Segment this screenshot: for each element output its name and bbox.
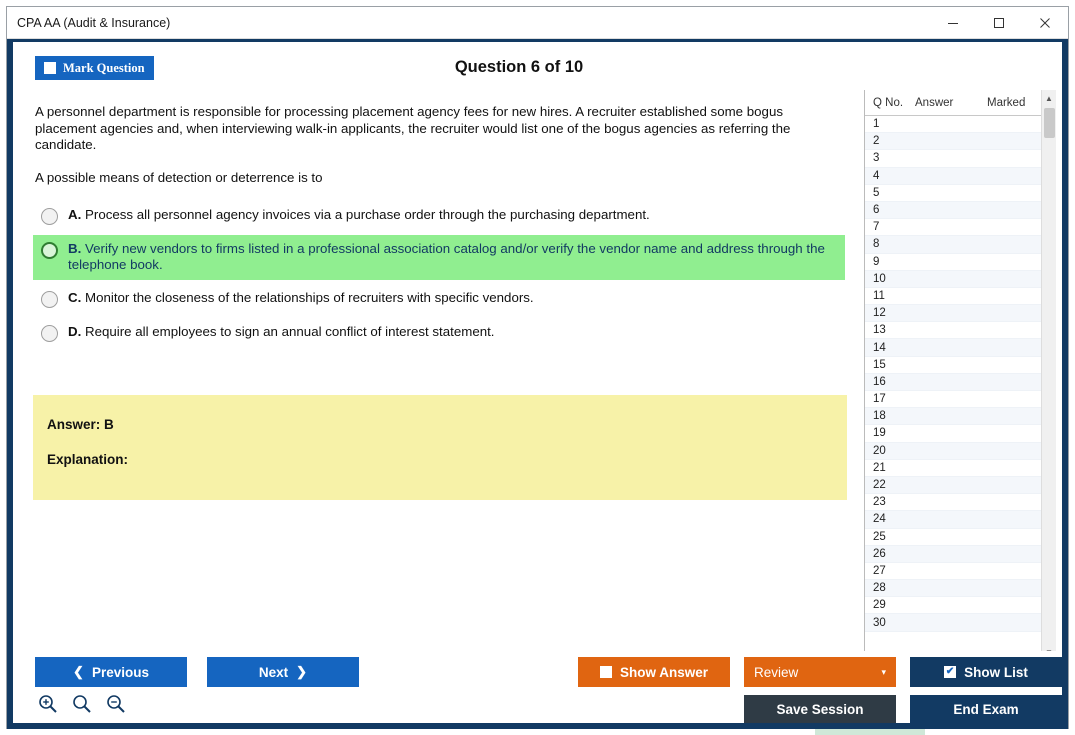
table-row[interactable] [865,219,1056,236]
page-title: Question 6 of 10 [454,58,584,76]
choice-option-a[interactable] [33,201,845,231]
exam-header [19,42,1058,92]
question-stem: A personnel department is responsible for processing placement agency fees for new hires. A recruiter established some bogus placement agencies and, when interviewing walk-in applicants, the recruiter would list one of the bogus agencies as referring the candidate. [35,104,791,152]
table-row[interactable] [865,546,1056,563]
next-label: Next [258,664,289,680]
exam-window [6,6,1069,729]
zoom-in-icon[interactable] [37,693,59,715]
table-row[interactable] [865,614,1056,631]
next-button[interactable] [207,657,359,687]
zoom-controls [37,693,127,715]
exam-inner-frame [7,42,1068,729]
cell-qno: 6 [873,204,880,217]
question-list-panel [864,90,1056,660]
choice-letter: B. [68,240,82,256]
cell-qno: 20 [873,444,886,457]
choice-text: B. Verify new vendors to firms listed in a professional association catalog and/or verify the vendor name and address through the telephone book. [68,240,825,272]
table-row[interactable] [865,511,1056,528]
cell-qno: 28 [873,582,886,595]
chevron-left-icon: ❮ [73,664,84,679]
table-row[interactable] [865,563,1056,580]
cell-qno: 17 [873,393,886,406]
choice-option-d[interactable] [33,318,845,348]
table-row[interactable] [865,425,1056,442]
answer-line: Answer: B [47,417,114,432]
cell-qno: 1 [873,118,880,131]
choice-text: C. Monitor the closeness of the relationships of recruiters with specific vendors. [68,289,534,305]
save-session-button[interactable] [744,695,896,723]
table-row[interactable] [865,322,1056,339]
cell-qno: 12 [873,307,886,320]
table-row[interactable] [865,443,1056,460]
table-row[interactable] [865,391,1056,408]
question-stem-secondary: A possible means of detection or deterrence is to [35,169,323,185]
scroll-up-icon[interactable]: ▲ [1045,93,1053,103]
choice-letter: A. [68,206,82,222]
choice-text: D. Require all employees to sign an annual conflict of interest statement. [68,323,495,339]
show-answer-label: Show Answer [619,664,708,680]
column-header-qno: Q No. [873,96,904,109]
column-header-marked: Marked [987,96,1026,109]
cell-qno: 16 [873,375,886,388]
mark-question-label: Mark Question [63,60,145,75]
table-row[interactable] [865,236,1056,253]
chevron-right-icon: ❯ [296,664,308,679]
window-titlebar [7,7,1068,39]
table-row[interactable] [865,580,1056,597]
end-exam-label: End Exam [953,701,1019,717]
zoom-out-icon[interactable] [105,693,127,715]
table-row[interactable] [865,529,1056,546]
list-scrollbar[interactable] [1041,90,1056,660]
table-row[interactable] [865,374,1056,391]
show-list-label: Show List [964,664,1028,680]
zoom-reset-icon[interactable] [71,693,93,715]
cell-qno: 15 [873,358,886,371]
column-header-answer: Answer [915,96,954,109]
table-row[interactable] [865,133,1056,150]
radio-icon[interactable] [41,291,58,308]
cell-qno: 7 [873,221,880,234]
table-row[interactable] [865,305,1056,322]
window-controls [930,7,1068,38]
choice-letter: D. [68,323,82,339]
question-list-header [865,90,1056,116]
choice-option-b[interactable] [33,235,845,280]
explanation-label: Explanation: [47,452,129,467]
cell-qno: 4 [873,169,880,182]
table-row[interactable] [865,477,1056,494]
cell-qno: 14 [873,341,886,354]
table-row[interactable] [865,254,1056,271]
cell-qno: 13 [873,324,886,337]
show-list-button[interactable] [910,657,1062,687]
cell-qno: 27 [873,564,886,577]
choice-option-c[interactable] [33,284,845,314]
window-title: CPA AA (Audit & Insurance) [17,15,171,30]
previous-label: Previous [91,664,149,680]
review-label: Review [754,664,799,680]
cell-qno: 26 [873,547,886,560]
scrollbar-thumb[interactable] [1044,108,1055,138]
bottom-toolbar [19,651,1058,723]
cell-qno: 9 [873,255,880,268]
cell-qno: 22 [873,479,886,492]
cell-qno: 8 [873,238,880,251]
cell-qno: 2 [873,135,880,148]
table-row[interactable] [865,288,1056,305]
cell-qno: 3 [873,152,880,165]
show-answer-button[interactable] [578,657,730,687]
choice-letter: C. [68,289,82,305]
question-panel [19,90,859,660]
exam-body [7,39,1068,729]
table-row[interactable] [865,408,1056,425]
table-row[interactable] [865,202,1056,219]
table-row[interactable] [865,271,1056,288]
minimize-icon[interactable] [930,7,976,38]
end-exam-button[interactable] [910,695,1062,723]
choice-text: A. Process all personnel agency invoices via a purchase order through the purchasing department. [68,206,650,222]
cell-qno: 24 [873,513,886,526]
table-row[interactable] [865,185,1056,202]
cell-qno: 21 [873,461,886,474]
table-row[interactable] [865,339,1056,356]
cell-qno: 25 [873,530,886,543]
cell-qno: 19 [873,427,886,440]
cell-qno: 11 [873,289,885,302]
checkbox-checked-icon: ✔ [945,666,955,677]
previous-button[interactable] [35,657,187,687]
save-session-label: Save Session [776,701,864,717]
cell-qno: 30 [873,616,886,629]
cell-qno: 29 [873,599,886,612]
cell-qno: 10 [873,272,886,285]
close-icon[interactable] [1022,7,1068,38]
table-row[interactable] [865,494,1056,511]
table-row[interactable] [865,597,1056,614]
cell-qno: 23 [873,496,886,509]
table-row[interactable] [865,116,1056,133]
taskbar-edge [815,729,925,735]
checkbox-icon [600,666,612,678]
table-row[interactable] [865,150,1056,167]
review-dropdown[interactable] [744,657,896,687]
chevron-down-icon: ▾ [881,666,886,677]
question-list-rows[interactable] [865,116,1056,656]
maximize-icon[interactable] [976,7,1022,38]
table-row[interactable] [865,460,1056,477]
choice-list [33,201,845,348]
table-row[interactable] [865,357,1056,374]
table-row[interactable] [865,168,1056,185]
cell-qno: 18 [873,410,886,423]
answer-explanation-box [33,395,847,500]
cell-qno: 5 [873,186,880,199]
radio-icon[interactable] [41,242,58,259]
radio-icon[interactable] [41,208,58,225]
radio-icon[interactable] [41,325,58,342]
